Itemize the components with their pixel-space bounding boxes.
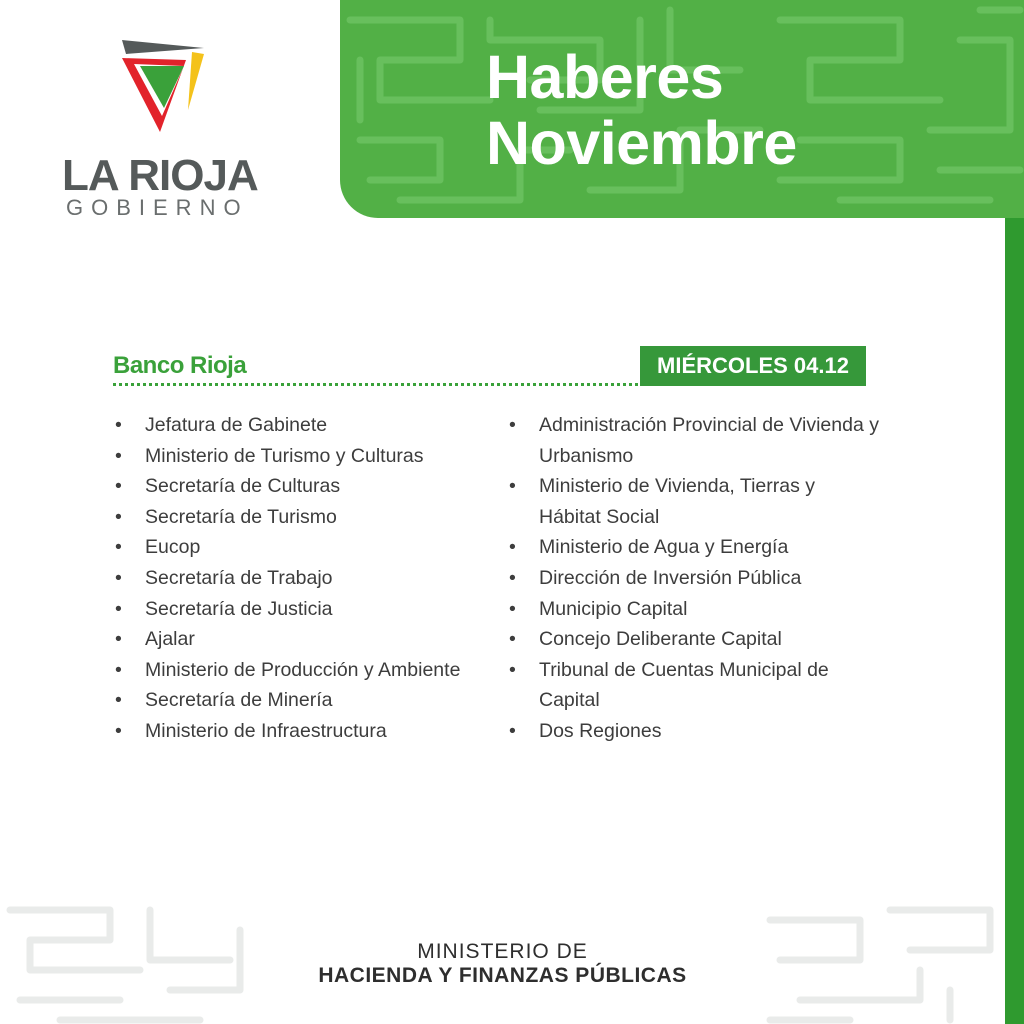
brand-name: LA RIOJA [62,151,258,200]
la-rioja-logo [60,36,280,226]
brand-subtitle: GOBIERNO [66,195,249,220]
bank-name: Banco Rioja [113,352,247,379]
organisms-list-left [115,410,495,747]
footer-line-1: MINISTERIO DE [417,940,588,963]
ministry-footer [0,940,1005,988]
list-item: • Ministerio de Producción y Ambiente [115,655,495,686]
organisms-list-right [509,410,879,747]
list-item: • Secretaría de Trabajo [115,563,495,594]
list-item: • Municipio Capital [509,594,879,625]
date-badge: MIÉRCOLES 04.12 [640,346,866,386]
list-item: • Ministerio de Vivienda, Tierras y Hábitat Social [509,471,879,532]
list-item: • Secretaría de Turismo [115,502,495,533]
title-line-2: Noviembre [486,109,797,177]
list-item: • Dirección de Inversión Pública [509,563,879,594]
footer-line-2: HACIENDA Y FINANZAS PÚBLICAS [318,964,687,987]
list-item: • Ministerio de Infraestructura [115,716,495,747]
list-item: • Ministerio de Turismo y Culturas [115,441,495,472]
list-item: • Secretaría de Minería [115,685,495,716]
list-item: • Dos Regiones [509,716,879,747]
list-item: • Concejo Deliberante Capital [509,624,879,655]
title-line-1: Haberes [486,43,724,111]
header-banner [340,0,1024,218]
list-item: • Jefatura de Gabinete [115,410,495,441]
list-item: • Tribunal de Cuentas Municipal de Capital [509,655,879,716]
la-rioja-triangle-logo-icon [120,36,210,136]
list-item: • Administración Provincial de Vivienda y Urbanismo [509,410,879,471]
list-item: • Secretaría de Culturas [115,471,495,502]
list-item: • Ministerio de Agua y Energía [509,532,879,563]
list-item: • Ajalar [115,624,495,655]
bank-header-row [113,346,866,386]
list-item: • Eucop [115,532,495,563]
page-title [486,44,797,176]
list-item: • Secretaría de Justicia [115,594,495,625]
right-green-stripe [1005,218,1024,1024]
